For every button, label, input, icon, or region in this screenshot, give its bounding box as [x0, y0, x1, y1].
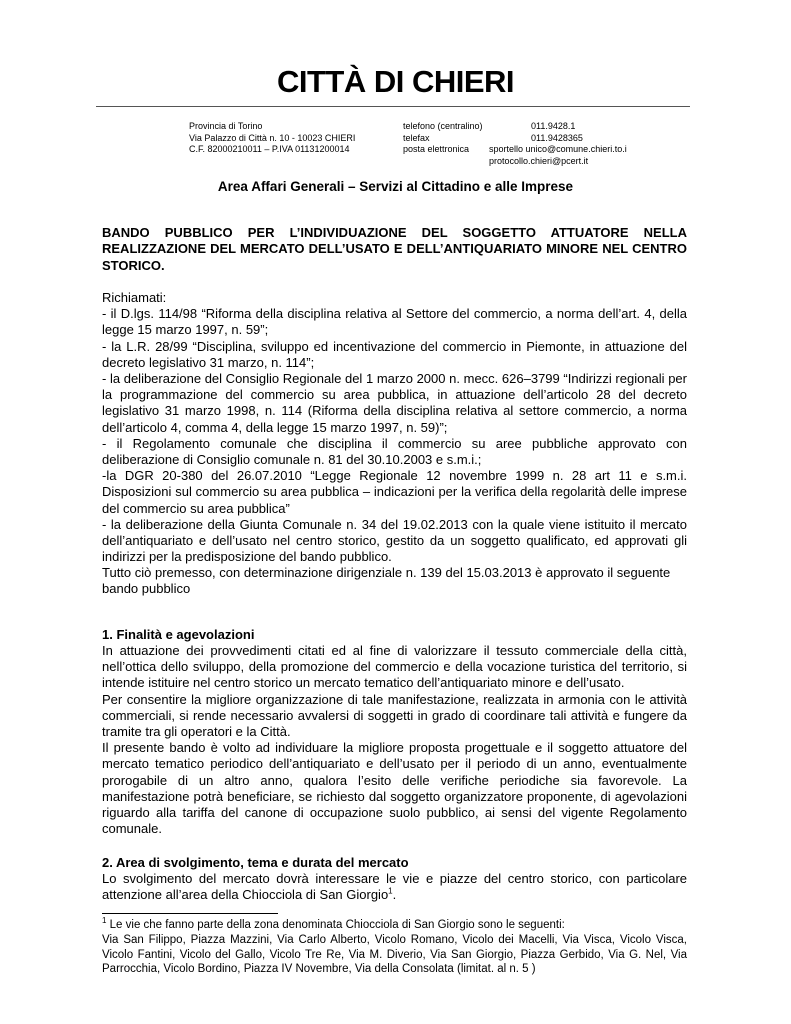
- footnote-street-list: Via San Filippo, Piazza Mazzini, Via Carlo Alberto, Vicolo Romano, Vicolo dei Macelli, Via Visca, Vicolo Visca, Vicolo Fantini, Vicolo del Gallo, Vicolo Tre Re, Via M. Diverio, Via San Giorgio, Piazza Gerbido, Via G. Nel, Via Parrocchia, Vicolo Bordino, Piazza IV Novembre, Via della Consolata (limitat. al n. 5 ): [102, 933, 687, 976]
- footnote-marker: 1: [102, 916, 107, 926]
- header-fax-value: 011.9428365: [531, 132, 583, 143]
- footnote-divider: [102, 913, 278, 914]
- section-1-heading: 1. Finalità e agevolazioni: [102, 627, 255, 642]
- richiamati-item: - la L.R. 28/99 “Disciplina, sviluppo ed incentivazione del commercio in Piemonte, in attuazione del decreto legislativo 31 marzo, n. 114”;: [102, 338, 687, 370]
- richiamati-item: - la deliberazione del Consiglio Regionale del 1 marzo 2000 n. mecc. 626–3799 “Indirizzi regionali per la programmazione del commercio su area pubblica, in attuazione dell’articolo 28 del decreto legislativo 31 marzo 1998, n. 114 (Riforma della disciplina relativa al settore commercio, a norma dell’articolo 4, comma 4, della legge 15 marzo 1997, n. 59)”;: [102, 371, 687, 435]
- header-province: Provincia di Torino: [189, 121, 263, 131]
- header-phone-value: 011.9428.1: [531, 121, 576, 131]
- richiamati-item: -la DGR 20-380 del 26.07.2010 “Legge Regionale 12 novembre 1999 n. 28 art 11 e s.m.i. Disposizioni sul commercio su area pubblica – indicazioni per la verifica della regolarità delle imprese del commercio su area pubblica”: [102, 468, 687, 516]
- richiamati-item: - il Regolamento comunale che disciplina il commercio su aree pubbliche approvato con deliberazione di Consiglio comunale n. 81 del 30.10.2003 e s.m.i.;: [102, 435, 687, 468]
- header-email-values: [489, 144, 627, 167]
- header-email-sportello: sportello unico@comune.chieri.to.i: [489, 144, 627, 154]
- richiamati-item: - la deliberazione della Giunta Comunale n. 34 del 19.02.2013 con la quale viene istituito il mercato dell’antiquariato e dell’usato nel centro storico, gestito da un soggetto qualificato, ed approvati gli indirizzi per la predisposizione del bando pubblico.: [102, 516, 687, 565]
- document-title: CITTÀ DI CHIERI: [276, 64, 515, 99]
- premesso-paragraph: Tutto ciò premesso, con determinazione dirigenziale n. 139 del 15.03.2013 è approvato il seguente bando pubblico: [102, 565, 671, 597]
- section-2-body: [102, 871, 687, 903]
- footnote-intro: Le vie che fanno parte della zona denominata Chiocciola di San Giorgio sono le seguenti:: [106, 919, 565, 931]
- footnote-intro-line: [102, 918, 687, 933]
- department-heading: Area Affari Generali – Servizi al Cittadino e alle Imprese: [217, 179, 574, 194]
- header-email-label: posta elettronica: [403, 144, 470, 154]
- section-1-paragraph: In attuazione dei provvedimenti citati ed al fine di valorizzare il tessuto commerciale della città, nell’ottica dello sviluppo, della promozione del commercio e della vocazione turistica del territorio, si intende istituire nel centro storico un mercato tematico dell’antiquariato minore e dell’usato.: [102, 643, 687, 691]
- header-email-protocollo: protocollo.chieri@pcert.it: [489, 155, 589, 166]
- footnote-reference[interactable]: 1: [388, 886, 393, 896]
- section-1-paragraph: Per consentire la migliore organizzazione di tale manifestazione, realizzata in armonia con le attività commerciali, si rende necessario avvalersi di soggetti in grado di coordinare tali attività e fungere da tramite tra gli operatori e la Città.: [102, 691, 687, 740]
- bando-title: BANDO PUBBLICO PER L’INDIVIDUAZIONE DEL SOGGETTO ATTUATORE NELLA REALIZZAZIONE DEL MERCATO DELL’USATO E DELL’ANTIQUARIATO MINORE NEL CENTRO STORICO.: [102, 225, 687, 273]
- richiamati-block: [102, 290, 687, 565]
- richiamati-heading: Richiamati:: [102, 290, 167, 305]
- header-address-block: [189, 121, 355, 156]
- section-2-text: Lo svolgimento del mercato dovrà interessare le vie e piazze del centro storico, con particolare attenzione all’area della Chiocciola di San Giorgio: [102, 871, 687, 903]
- footnote: [102, 918, 687, 977]
- header-contact-labels: [403, 121, 483, 156]
- header-address: Via Palazzo di Città n. 10 - 10023 CHIERI: [189, 132, 356, 143]
- richiamati-item: - il D.lgs. 114/98 “Riforma della disciplina relativa al Settore del commercio, a norma dell’art. 4, della legge 15 marzo 1997, n. 59”;: [102, 306, 687, 338]
- section-2-heading: 2. Area di svolgimento, tema e durata del mercato: [102, 855, 409, 870]
- header-phone-values: [531, 121, 583, 144]
- section-2-end: .: [392, 887, 397, 903]
- title-divider: [96, 106, 690, 107]
- header-tax-codes: C.F. 82000210011 – P.IVA 01131200014: [189, 144, 350, 154]
- header-phone-label: telefono (centralino): [403, 121, 483, 131]
- header-fax-label: telefax: [403, 132, 430, 143]
- section-1-paragraph: Il presente bando è volto ad individuare la migliore proposta progettuale e il soggetto attuatore del mercato tematico periodico dell’antiquariato e dell’usato per il periodo di un anno, eventualmente prorogabile di un altro anno, qualora l’esito delle verifiche periodiche sia favorevole. La manifestazione potrà beneficiare, se richiesto dal soggetto organizzatore proponente, di agevolazioni riguardo alla tariffa del canone di occupazione suolo pubblico, ai sensi del vigente Regolamento comunale.: [102, 740, 687, 837]
- section-1-body: [102, 643, 687, 837]
